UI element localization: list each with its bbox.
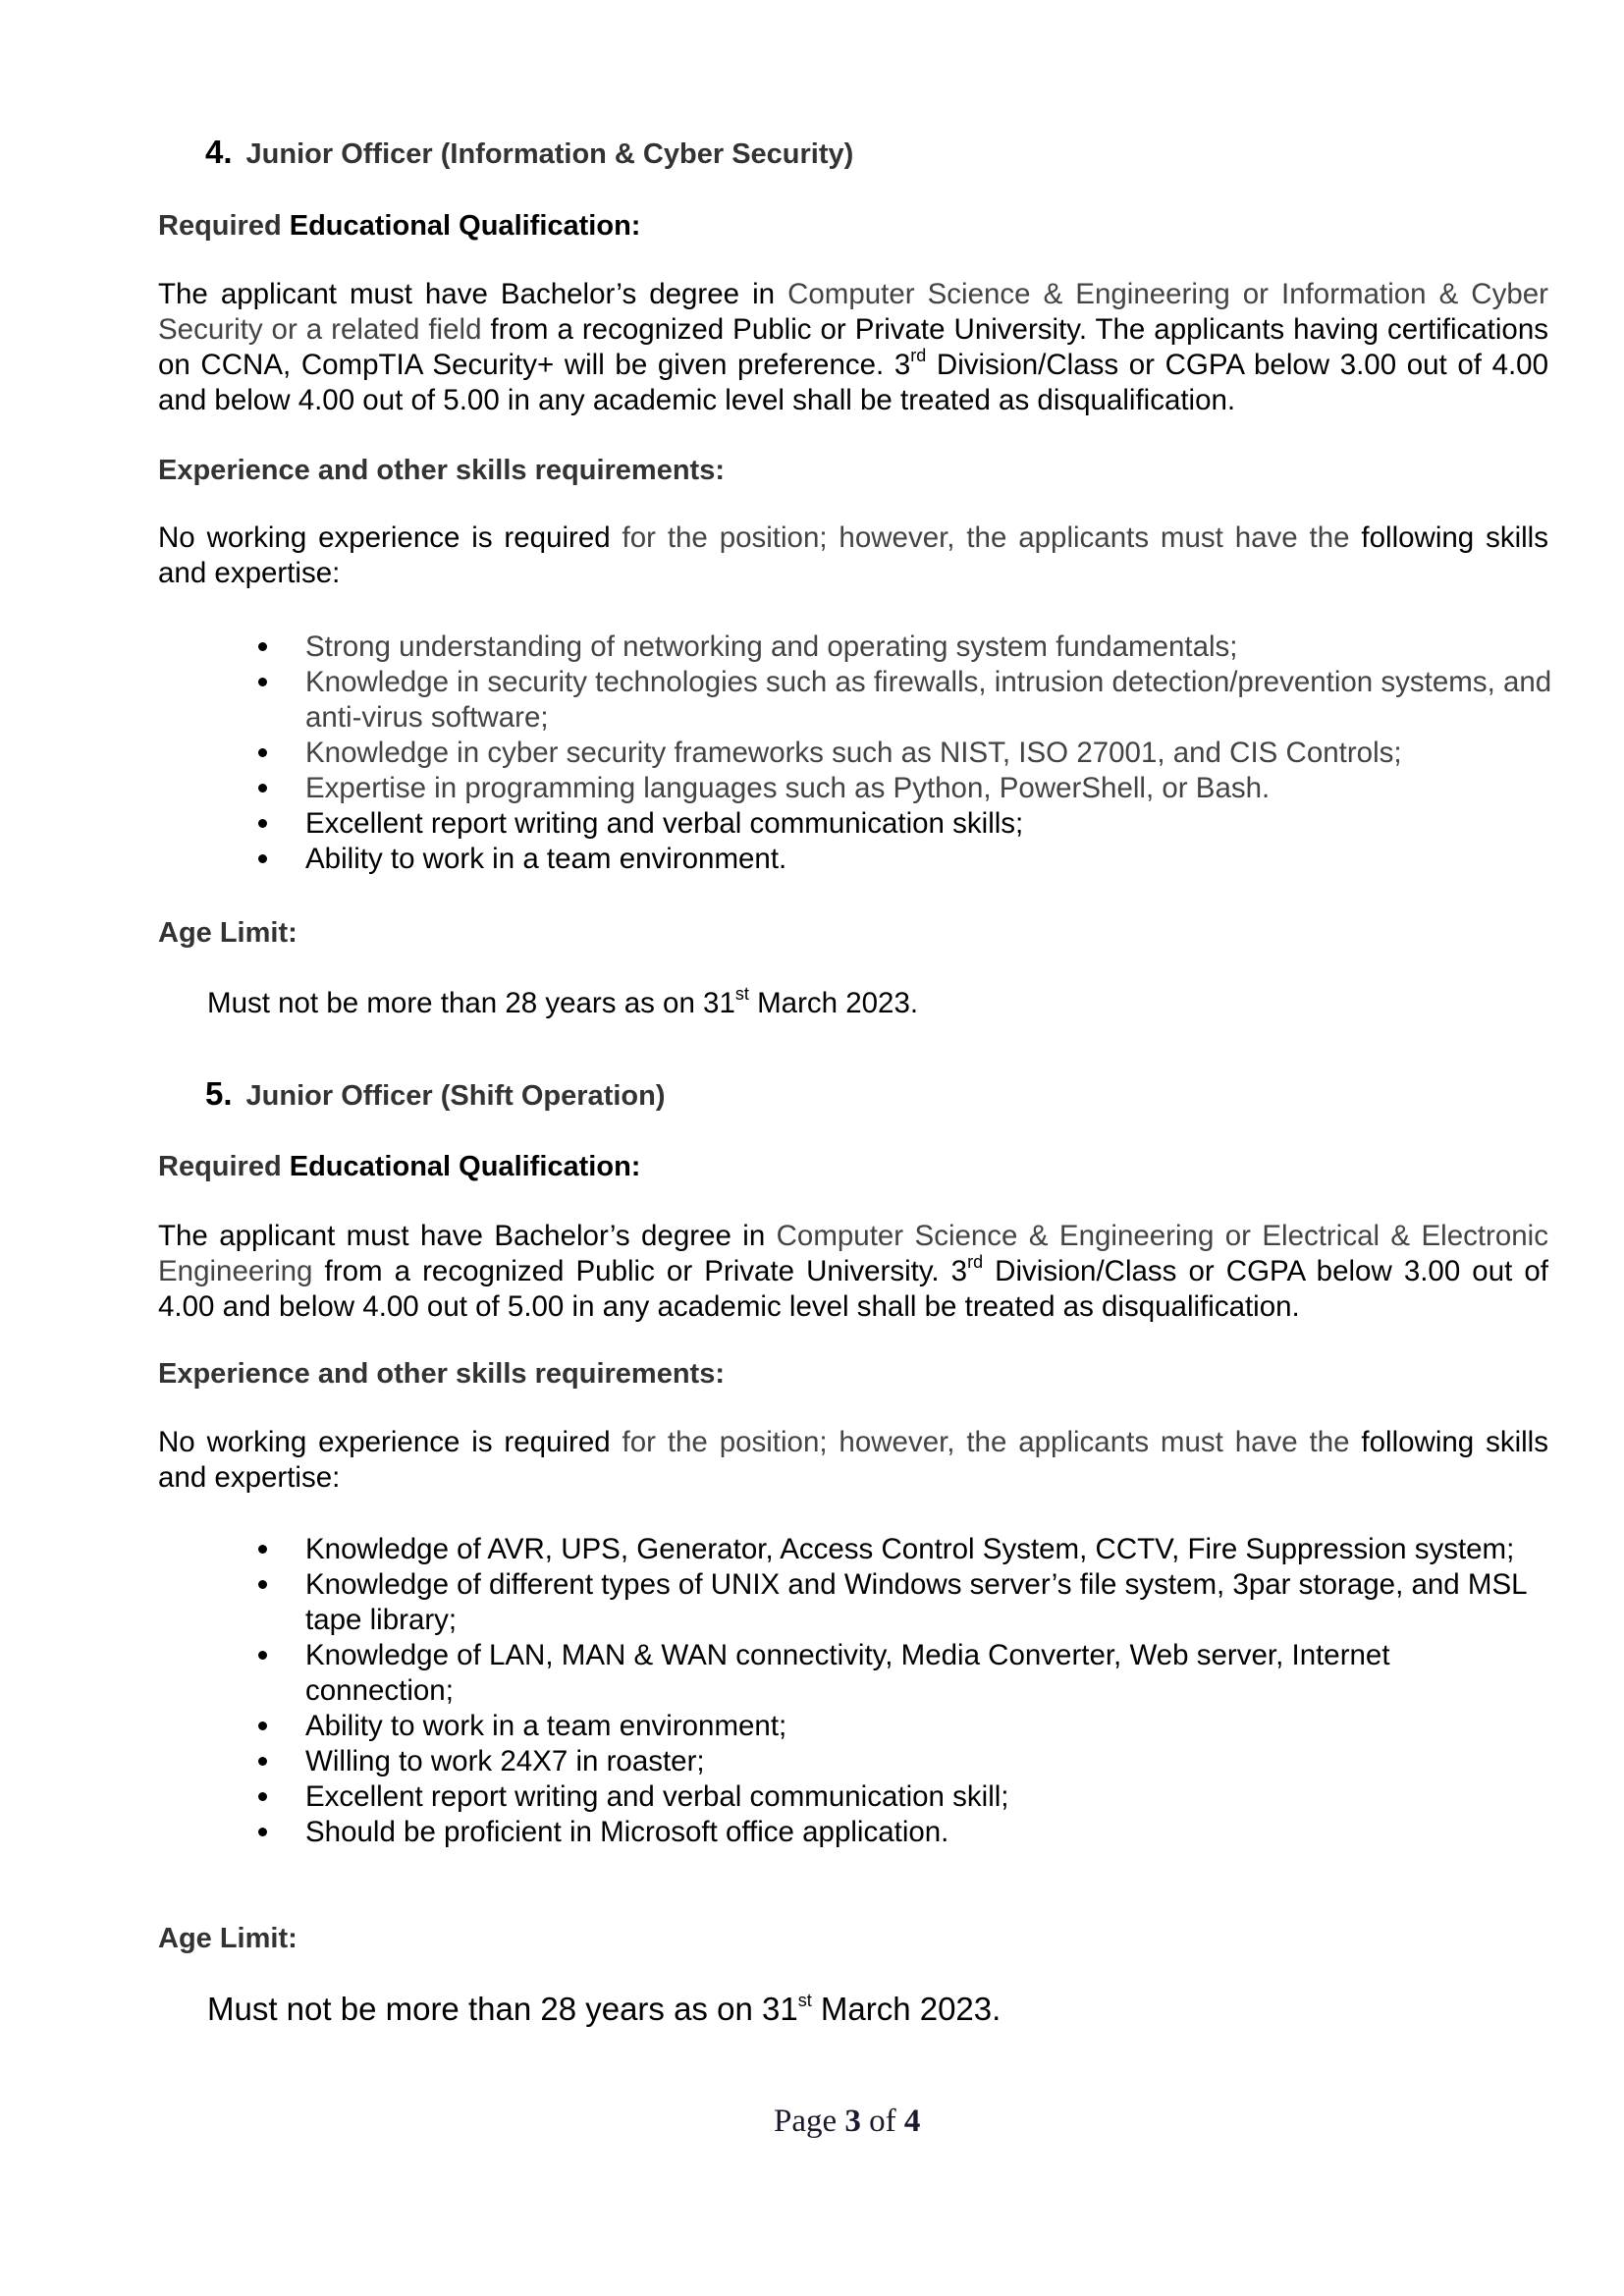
text-part: Division/Class or CGPA below 3.00 out of 4.00 and below 4.00 out of 5.00 in any academic level shall be treated as disqualification.: [158, 1255, 1548, 1323]
age-limit-label: Age Limit:: [158, 917, 298, 949]
text-part: The applicant must have Bachelor’s degree in: [158, 1220, 777, 1252]
text-part: following skills and expertise:: [158, 521, 1548, 589]
total-page-count: 4: [903, 2104, 921, 2139]
section-number: 5.: [205, 1075, 233, 1112]
list-item: Expertise in programming languages such as Python, PowerShell, or Bash.: [158, 771, 1558, 806]
list-item: Knowledge of LAN, MAN & WAN connectivity, Media Converter, Web server, Internet connection;: [158, 1638, 1533, 1709]
list-item: Strong understanding of networking and operating system fundamentals;: [158, 629, 1558, 665]
label-required: Required: [158, 1151, 290, 1182]
text-part: The applicant must have Bachelor’s degree in: [158, 278, 788, 310]
text-part: Division/Class or CGPA below 3.00 out of 4.00 and below 4.00 out of 5.00 in any academic level shall be treated as disqualification.: [158, 349, 1548, 416]
text-part: following skills and expertise:: [158, 1426, 1548, 1494]
list-item: Should be proficient in Microsoft office application.: [158, 1815, 1533, 1850]
list-item: Knowledge in security technologies such as firewalls, intrusion detection/prevention systems, and anti-virus software;: [158, 665, 1558, 736]
footer-page-word: Page: [774, 2104, 845, 2139]
label-required: Required: [158, 210, 290, 242]
footer-of-word: of: [860, 2104, 904, 2139]
experience-text: [158, 1425, 1548, 1496]
label-edu: Educational Qualification:: [289, 210, 641, 242]
section-title: Junior Officer (Shift Operation): [245, 1080, 666, 1112]
text-part: No working experience is required: [158, 1426, 611, 1458]
section-title: Junior Officer (Information & Cyber Security): [245, 138, 854, 170]
text-part: from a recognized Public or Private University. The applicants having certifications on CCNA, CompTIA Security+ will be given preference. 3: [158, 313, 1548, 381]
text-part: Computer Science & Engineering or Information & Cyber Security or a related field: [158, 278, 1548, 346]
section-5-heading: [205, 1075, 666, 1113]
current-page-number: 3: [844, 2104, 861, 2139]
list-item: Ability to work in a team environment.: [158, 842, 1558, 877]
list-item: Knowledge of different types of UNIX and Windows server’s file system, 3par storage, and MSL tape library;: [158, 1567, 1533, 1638]
superscript: st: [734, 984, 749, 1005]
text-part: for the position; however, the applicants must have the: [610, 1426, 1350, 1458]
text-part: March 2023.: [748, 987, 919, 1019]
edu-qualification-label: [158, 1151, 640, 1183]
text-part: Computer Science & Engineering or Electrical & Electronic Engineering: [158, 1220, 1548, 1287]
list-item: Knowledge in cyber security frameworks such as NIST, ISO 27001, and CIS Controls;: [158, 736, 1558, 771]
skills-list: [158, 629, 1558, 877]
skills-list: [158, 1532, 1533, 1850]
text-part: No working experience is required: [158, 521, 611, 554]
text-part: Must not be more than 28 years as on 31: [207, 1991, 798, 2027]
edu-qualification-label: [158, 210, 640, 243]
list-item: Willing to work 24X7 in roaster;: [158, 1744, 1533, 1779]
superscript: st: [797, 1991, 812, 2010]
superscript: rd: [967, 1252, 984, 1273]
superscript: rd: [910, 346, 927, 366]
list-item: Knowledge of AVR, UPS, Generator, Access Control System, CCTV, Fire Suppression system;: [158, 1532, 1533, 1567]
text-part: for the position; however, the applicants must have the: [610, 521, 1350, 554]
text-part: Must not be more than 28 years as on 31: [207, 987, 735, 1019]
text-part: from a recognized Public or Private University. 3: [312, 1255, 968, 1287]
age-limit-text: [207, 986, 918, 1021]
section-4-heading: [205, 134, 853, 171]
section-number: 4.: [205, 134, 233, 170]
list-item: Excellent report writing and verbal communication skill;: [158, 1779, 1533, 1815]
age-limit-text: [207, 1990, 1001, 2029]
list-item: Ability to work in a team environment;: [158, 1709, 1533, 1744]
page-number-footer: [774, 2104, 920, 2140]
age-limit-label: Age Limit:: [158, 1923, 298, 1954]
label-edu: Educational Qualification:: [289, 1151, 641, 1182]
text-part: March 2023.: [811, 1991, 1001, 2027]
experience-label: Experience and other skills requirements:: [158, 455, 725, 486]
experience-text: [158, 520, 1548, 591]
experience-label: Experience and other skills requirements:: [158, 1358, 725, 1390]
edu-qualification-text: [158, 277, 1548, 418]
edu-qualification-text: [158, 1219, 1548, 1325]
list-item: Excellent report writing and verbal communication skills;: [158, 806, 1558, 842]
